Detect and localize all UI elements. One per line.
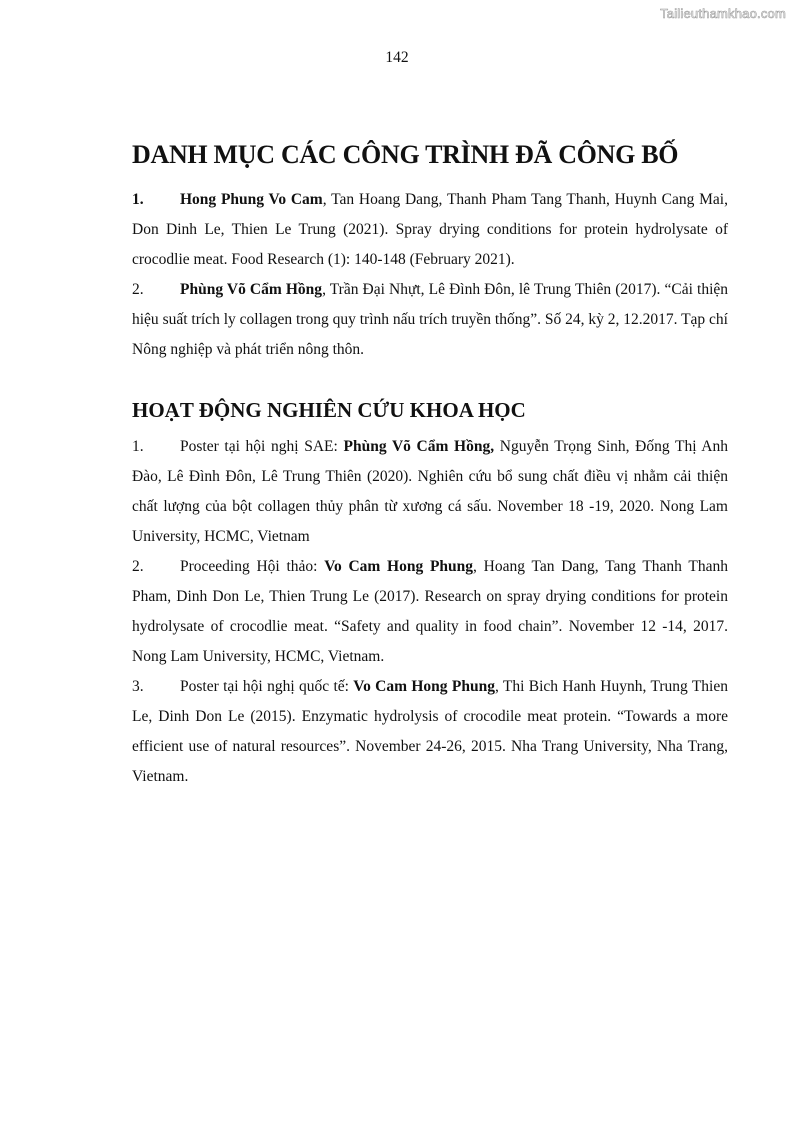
publication-item	[132, 185, 728, 275]
activities-list	[132, 432, 728, 792]
publications-heading: DANH MỤC CÁC CÔNG TRÌNH ĐÃ CÔNG BỐ	[132, 140, 679, 169]
page-number: 142	[385, 49, 409, 66]
activity-item	[132, 432, 728, 552]
item-details: , Thi Bich Hanh Huynh, Trung Thien Le, Dinh Don Le (2015). Enzymatic hydrolysis of crocodile meat protein. “Towards a more efficient use of natural resources”. November 24-26, 2015. Nha Trang University, Nha Trang, Vietnam.	[132, 678, 728, 785]
item-number: 1.	[132, 191, 144, 208]
item-number: 2.	[132, 281, 144, 298]
activities-heading: HOẠT ĐỘNG NGHIÊN CỨU KHOA HỌC	[132, 398, 526, 422]
item-details: , Tan Hoang Dang, Thanh Pham Tang Thanh, Huynh Cang Mai, Don Dinh Le, Thien Le Trung (2021). Spray drying conditions for protein hydrolysate of crocodlie meat. Food Research (1): 140-148 (February 2021).	[132, 191, 728, 268]
item-author: Hong Phung Vo Cam	[180, 191, 323, 208]
publication-item	[132, 275, 728, 365]
item-author: Phùng Võ Cẩm Hồng,	[343, 438, 495, 455]
item-prefix: Poster tại hội nghị quốc tế:	[180, 678, 354, 695]
item-author: Vo Cam Hong Phung	[353, 678, 495, 695]
item-prefix: Proceeding Hội thảo:	[180, 558, 325, 575]
item-number: 2.	[132, 558, 144, 575]
item-author: Vo Cam Hong Phung	[324, 558, 474, 575]
item-number: 1.	[132, 438, 144, 455]
item-details: , Hoang Tan Dang, Tang Thanh Thanh Pham, Dinh Don Le, Thien Trung Le (2017). Research on spray drying conditions for protein hydrolysate of crocodlie meat. “Safety and quality in food chain”. November 12 -14, 2017. Nong Lam University, HCMC, Vietnam.	[132, 558, 728, 665]
publications-list	[132, 185, 728, 365]
item-details: , Trần Đại Nhựt, Lê Đình Đôn, lê Trung Thiên (2017). “Cải thiện hiệu suất trích ly collagen trong quy trình nấu trích truyền thống”. Số 24, kỳ 2, 12.2017. Tạp chí Nông nghiệp và phát triển nông thôn.	[132, 281, 729, 358]
item-number: 3.	[132, 678, 144, 695]
item-details: Nguyễn Trọng Sinh, Đống Thị Anh Đào, Lê Đình Đôn, Lê Trung Thiên (2020). Nghiên cứu bổ sung chất điều vị nhằm cải thiện chất lượng của bột collagen thủy phân từ xương cá sấu. November 18 -19, 2020. Nong Lam University, HCMC, Vietnam	[132, 438, 728, 545]
item-prefix: Poster tại hội nghị SAE:	[180, 438, 344, 455]
item-author: Phùng Võ Cẩm Hồng	[180, 281, 323, 298]
activity-item	[132, 552, 728, 672]
activity-item	[132, 672, 728, 792]
watermark-text: Tailieuthamkhao.com	[660, 6, 786, 21]
